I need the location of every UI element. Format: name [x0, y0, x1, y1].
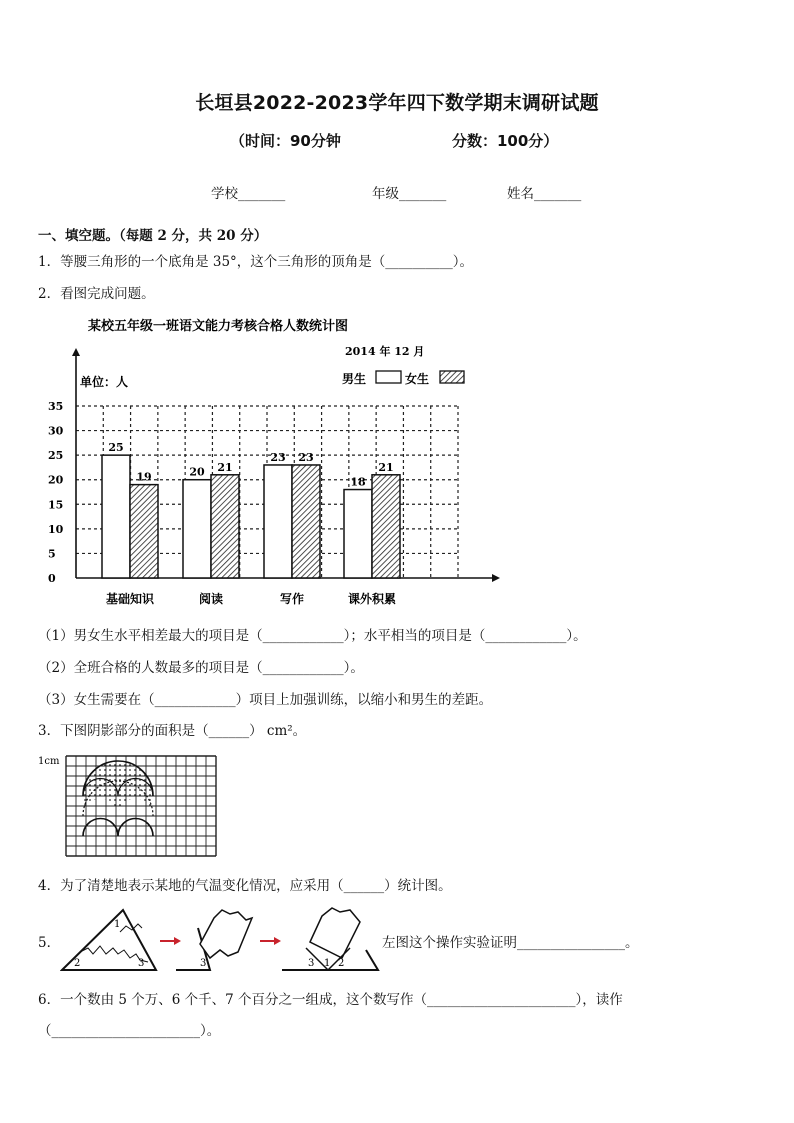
y-axis-arrow — [72, 348, 80, 356]
exam-time: （时间：90分钟 — [230, 132, 341, 150]
angle-3-label: 3 — [138, 958, 145, 969]
bar-value-label: 20 — [189, 465, 205, 479]
y-tick-label: 20 — [48, 473, 64, 487]
bar-boys — [102, 455, 130, 578]
bar-value-label: 19 — [136, 470, 152, 484]
arrow-1-head — [174, 937, 181, 945]
grade-field[interactable]: 年级_______ — [372, 186, 447, 202]
exam-score: 分数：100分） — [452, 132, 559, 150]
bar-girls — [211, 475, 239, 578]
bar-girls — [130, 485, 158, 578]
arrow-2-head — [274, 937, 281, 945]
question-2: 2．看图完成问题。 — [38, 286, 155, 302]
question-5-number: 5． — [38, 935, 61, 951]
legend-girls-label: 女生 — [405, 372, 430, 386]
legend-girls-swatch — [440, 371, 464, 383]
angle-2-label-step-3: 2 — [338, 958, 345, 969]
question-2-3: （3）女生需要在（____________）项目上加强训练，以缩小和男生的差距。 — [38, 692, 493, 708]
question-1: 1．等腰三角形的一个底角是 35°，这个三角形的顶角是（__________）。 — [38, 254, 474, 270]
chart-unit: 单位：人 — [80, 375, 129, 389]
school-field[interactable]: 学校_______ — [211, 186, 286, 202]
bar-boys — [264, 465, 292, 578]
question-6-line-1: 6．一个数由 5 个万、6 个千、7 个百分之一组成，这个数写作（______________________），读作 — [38, 992, 623, 1008]
y-tick-label: 0 — [48, 572, 56, 585]
bar-boys — [183, 480, 211, 578]
question-3: 3．下图阴影部分的面积是（______） cm²。 — [38, 723, 307, 739]
small-arcs-lower — [83, 819, 153, 837]
y-tick-label: 10 — [48, 522, 64, 536]
angle-1-label-step-3: 1 — [324, 958, 331, 969]
y-tick-label: 30 — [48, 424, 64, 438]
x-axis-arrow — [492, 574, 500, 582]
question-2-2: （2）全班合格的人数最多的项目是（____________）。 — [38, 660, 364, 676]
shaded-region — [83, 761, 153, 816]
bar-value-label: 21 — [378, 460, 394, 474]
bar-value-label: 23 — [298, 450, 314, 464]
y-tick-label: 35 — [48, 400, 64, 413]
legend-boys-swatch — [376, 371, 401, 383]
angle-3-label-step-2: 3 — [200, 958, 207, 969]
bar-value-label: 18 — [350, 475, 366, 489]
name-field[interactable]: 姓名_______ — [507, 186, 582, 202]
category-label: 阅读 — [198, 592, 224, 606]
torn-piece-step-3 — [310, 908, 360, 958]
question-5-text: 左图这个操作实验证明________________。 — [382, 935, 639, 951]
bar-boys — [344, 490, 372, 578]
question-6-line-2: （______________________）。 — [38, 1023, 221, 1039]
category-label: 基础知识 — [105, 592, 155, 606]
y-tick-label: 5 — [48, 547, 56, 561]
page-title: 长垣县2022-2023学年四下数学期末调研试题 — [195, 92, 599, 114]
angle-1-label: 1 — [114, 919, 121, 930]
bar-value-label: 21 — [217, 460, 233, 474]
angle-2-label: 2 — [74, 958, 81, 969]
torn-piece-step-2 — [200, 910, 252, 958]
y-tick-label: 25 — [48, 449, 64, 463]
legend-boys-label: 男生 — [342, 372, 367, 386]
angle-3-label-step-3: 3 — [308, 958, 315, 969]
bar-value-label: 25 — [108, 441, 124, 455]
section-heading: 一、填空题。（每题 2 分，共 20 分） — [38, 228, 268, 244]
bar-girls — [372, 475, 400, 578]
chart-date: 2014 年 12 月 — [345, 345, 425, 358]
chart-title: 某校五年级一班语文能力考核合格人数统计图 — [88, 319, 349, 334]
question-4: 4．为了清楚地表示某地的气温变化情况，应采用（______）统计图。 — [38, 878, 452, 894]
bar-chart — [40, 312, 510, 612]
triangle-experiment-figure — [60, 902, 380, 978]
bar-value-label: 23 — [270, 450, 286, 464]
question-2-1: （1）男女生水平相差最大的项目是（____________）；水平相当的项目是（____________）。 — [38, 628, 587, 644]
bar-girls — [292, 465, 320, 578]
grid-unit-label: 1cm — [38, 756, 60, 767]
y-tick-label: 15 — [48, 498, 64, 512]
shaded-area-figure — [38, 748, 223, 860]
category-label: 写作 — [279, 592, 305, 606]
category-label: 课外积累 — [347, 592, 397, 606]
